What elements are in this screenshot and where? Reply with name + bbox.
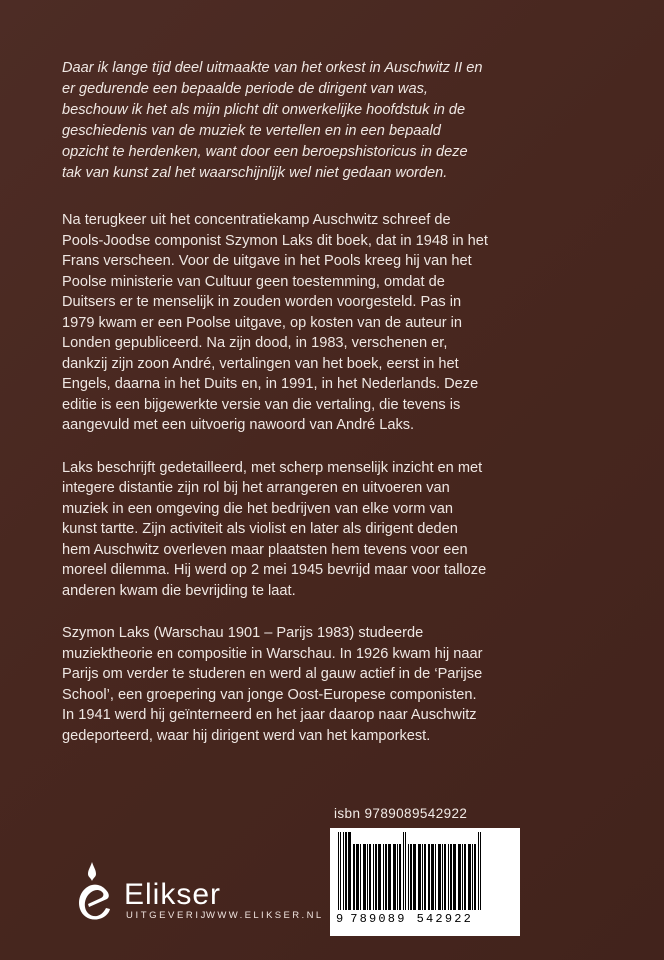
barcode-group-two: 542922 — [416, 912, 474, 926]
barcode-bars — [336, 832, 514, 910]
blurb-paragraph-1: Na terugkeer uit het concentratiekamp Auschwitz schreef de Pools-Joodse componist Szymon Laks dit boek, dat in 1948 in het Frans verscheen. Voor de uitgave in het Pools kreeg hij van het Poolse ministerie van Cultuur geen toestemming, omdat de Duitsers er te menselijk in zouden worden voorgesteld. Pas in 1979 kwam er een Poolse uitgave, op kosten van de auteur in Londen gepubliceerd. Na zijn dood, in 1983, verschenen er, dankzij zijn zoon André, vertalingen van het boek, eerst in het Engels, daarna in het Duits en, in 1991, in het Nederlands. Deze editie is een bijgewerkte versie van die vertaling, die tevens is aangevuld met een uitvoerig nawoord van André Laks. — [62, 212, 488, 433]
publisher-logo — [66, 860, 324, 932]
barcode-group-one: 789089 — [350, 912, 407, 926]
author-quote: Daar ik lange tijd deel uitmaakte van het orkest in Auschwitz II en er gedurende een bepaalde periode de dirigent van was, beschouw ik het als mijn plicht dit onwerkelijke hoofdstuk in de geschiedenis van de muziek te vertellen en in een bepaald opzicht te herdenken, want door een beroepshistoricus in deze tak van kunst zal het waarschijnlijk wel niet gedaan worden. — [62, 60, 483, 181]
barcode — [330, 828, 520, 936]
blurb-paragraph-3: Szymon Laks (Warschau 1901 – Parijs 1983) studeerde muziektheorie en compositie in Warschau. In 1926 kwam hij naar Parijs om verder te studeren en werd al gauw actief in de ‘Parijse School’, een groepering van jonge Oost-Europese componisten. In 1941 werd hij geïnterneerd en het jaar daarop naar Auschwitz gedeporteerd, waar hij dirigent werd van het kamporkest. — [62, 625, 483, 744]
blurb-paragraph-2: Laks beschrijft gedetailleerd, met scherp menselijk inzicht en met integere distantie zijn rol bij het arrangeren en uitvoeren van muziek in een omgeving die het bedrijven van elke vorm van kunst tartte. Zijn activiteit als violist en later als dirigent deden hem Auschwitz overleven maar plaatsten hem tevens voor een moreel dilemma. Hij werd op 2 mei 1945 bevrijd maar voor talloze anderen kwam die bevrijding te laat. — [62, 459, 487, 599]
blurb-text-block — [62, 58, 490, 768]
publisher-subtitle: UITGEVERIJ — [126, 910, 208, 921]
publisher-website: WWW.ELIKSER.NL — [206, 910, 324, 921]
barcode-lead-digit: 9 — [336, 912, 345, 926]
isbn-label: isbn 9789089542922 — [334, 806, 468, 821]
publisher-name: Elikser — [124, 878, 222, 911]
elikser-e-logo-icon — [66, 860, 118, 926]
barcode-digits — [336, 912, 514, 926]
